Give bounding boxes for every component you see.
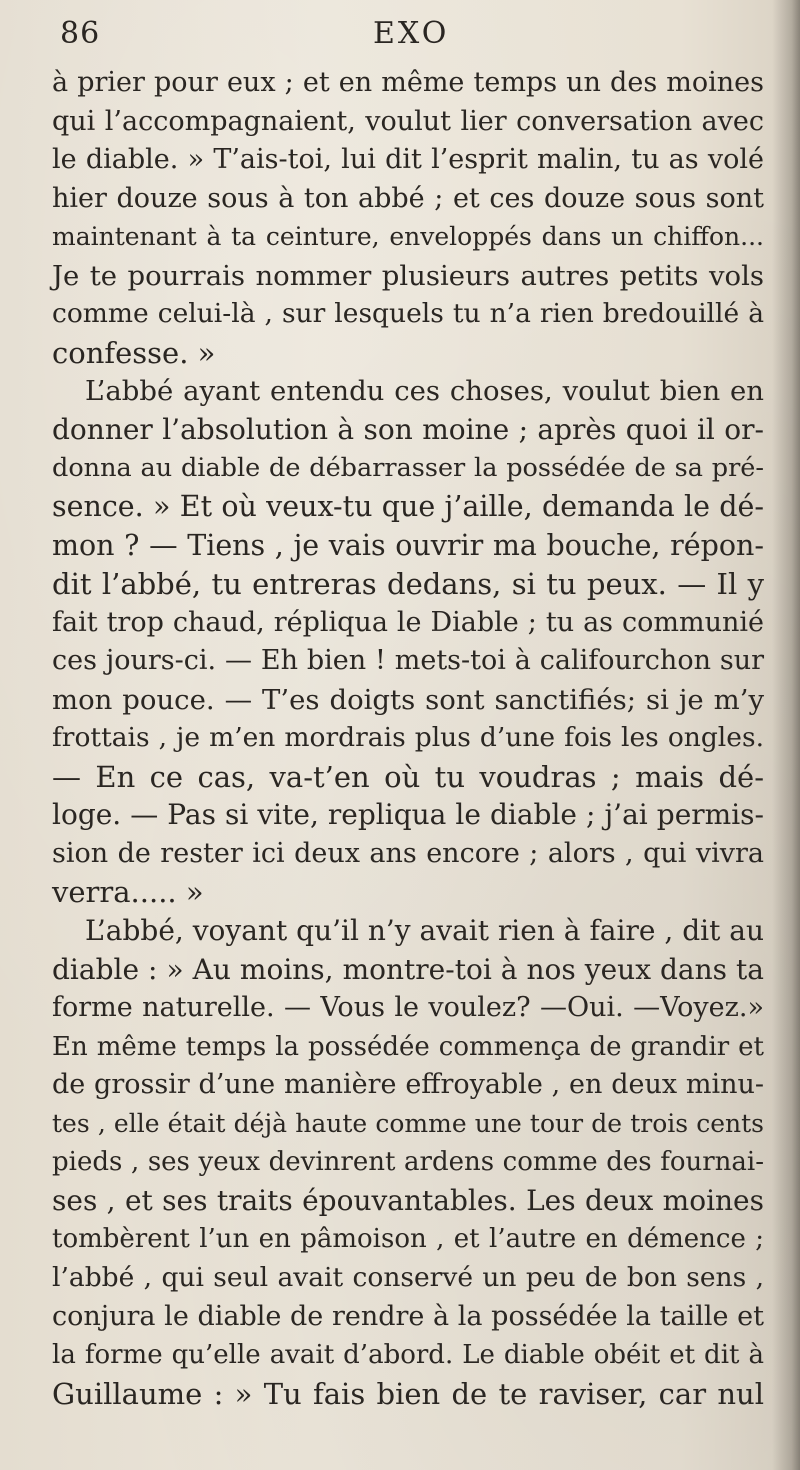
- text-line: l’abbé , qui seul avait conservé un peu de bon sens ,: [52, 1261, 764, 1293]
- text-line: L’abbé, voyant qu’il n’y avait rien à faire , dit au: [85, 914, 764, 948]
- text-line: conjura le diable de rendre à la possédée la taille et: [52, 1300, 764, 1332]
- text-line: donna au diable de débarrasser la possédée de sa pré-: [52, 453, 764, 484]
- text-line: maintenant à ta ceinture, enveloppés dans un chiffon...: [52, 222, 764, 252]
- page-number: 86: [60, 16, 101, 51]
- text-line: tes , elle était déjà haute comme une tour de trois cents: [52, 1108, 764, 1138]
- text-line: mon pouce. — T’es doigts sont sanctifiés; si je m’y: [52, 683, 764, 716]
- text-line: sion de rester ici deux ans encore ; alors , qui vivra: [52, 837, 764, 869]
- text-line: sence. » Et où veux-tu que j’aille, demanda le dé-: [52, 490, 764, 524]
- page-gutter-shadow: [772, 0, 800, 1470]
- text-line: mon ? — Tiens , je vais ouvrir ma bouche, répon-: [52, 528, 764, 562]
- text-line: frottais , je m’en mordrais plus d’une fois les ongles.: [52, 722, 764, 754]
- running-title: EXO: [373, 16, 450, 51]
- text-line: forme naturelle. — Vous le voulez? —Oui. —Voyez.»: [52, 992, 764, 1024]
- text-line: dit l’abbé, tu entreras dedans, si tu peux. — Il y: [52, 567, 764, 602]
- text-line: hier douze sous à ton abbé ; et ces douze sous sont: [52, 182, 764, 214]
- text-line: tombèrent l’un en pâmoison , et l’autre en démence ;: [52, 1224, 764, 1255]
- text-line: qui l’accompagnaient, voulut lier conversation avec: [52, 105, 764, 137]
- text-line: donner l’absolution à son moine ; après quoi il or-: [52, 412, 764, 446]
- text-line: ses , et ses traits épouvantables. Les deux moines: [52, 1183, 764, 1217]
- text-line: le diable. » T’ais-toi, lui dit l’esprit malin, tu as volé: [52, 144, 764, 176]
- text-line: fait trop chaud, répliqua le Diable ; tu as communié: [52, 606, 764, 638]
- text-line: Guillaume : » Tu fais bien de te raviser, car nul: [52, 1376, 764, 1411]
- text-line: ces jours-ci. — Eh bien ! mets-toi à califourchon sur: [52, 645, 764, 677]
- text-line: pieds , ses yeux devinrent ardens comme des fournai-: [52, 1147, 764, 1178]
- text-line: confesse. »: [52, 335, 216, 370]
- text-line: de grossir d’une manière effroyable , en deux minu-: [52, 1069, 764, 1101]
- text-line: loge. — Pas si vite, repliqua le diable ; j’ai permis-: [52, 798, 764, 832]
- body-text: [52, 64, 764, 1413]
- text-line: diable : » Au moins, montre-toi à nos yeux dans ta: [52, 952, 764, 986]
- text-line: — En ce cas, va-t’en où tu voudras ; mais dé-: [52, 759, 764, 794]
- text-line: comme celui-là , sur lesquels tu n’a rien bredouillé à: [52, 298, 764, 330]
- text-line: à prier pour eux ; et en même temps un des moines: [52, 67, 764, 98]
- text-line: En même temps la possédée commença de grandir et: [52, 1031, 764, 1062]
- text-line: verra..... »: [52, 875, 204, 910]
- text-line: L’abbé ayant entendu ces choses, voulut bien en: [85, 375, 764, 408]
- text-line: Je te pourrais nommer plusieurs autres petits vols: [52, 259, 764, 292]
- text-line: la forme qu’elle avait d’abord. Le diable obéit et dit à: [52, 1340, 764, 1371]
- running-head: [0, 10, 800, 56]
